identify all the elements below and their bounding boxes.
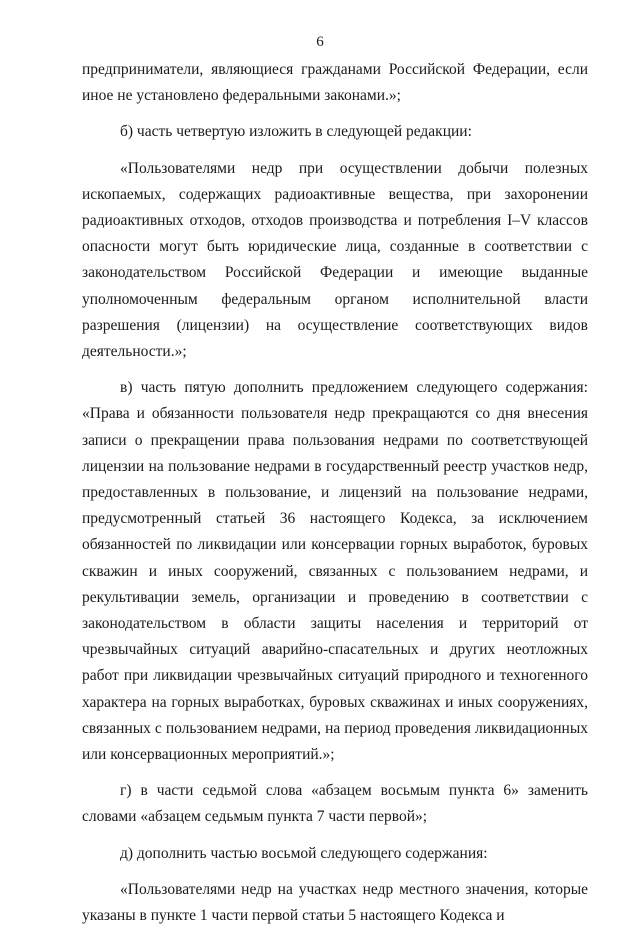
page-number: 6 — [316, 34, 324, 50]
paragraph-item-g: г) в части седьмой слова «абзацем восьмым пункта 6» заменить словами «абзацем седьмым пункта 7 части первой»; — [82, 782, 588, 826]
paragraph-item-d: д) дополнить частью восьмой следующего содержания: — [120, 844, 488, 862]
paragraph-quote-part-four: «Пользователями недр при осуществлении добычи полезных ископаемых, содержащих радиоактивные вещества, при захоронении радиоактивных отходов, отходов производства и потребления I–V классов опасности могут быть юридические лица, созданные в соответствии с законодательством Российской Федерации и имеющие выданные уполномоченным федеральным органом исполнительной власти разрешения (лицензии) на осуществление соответствующих видов деятельности.»; — [82, 159, 588, 361]
paragraph-item-v: в) часть пятую дополнить предложением следующего содержания: «Права и обязанности пользователя недр прекращаются со дня внесения записи о прекращении права пользования недрами по соответствующей лицензии на пользование недрами в государственный реестр участков недр, предоставленных в пользование, и лицензий на пользование недрами, предусмотренный статьей 36 настоящего Кодекса, за исключением обязанностей по ликвидации или консервации горных выработок, буровых скважин и иных сооружений, связанных с пользованием недрами, и рекультивации земель, организации и проведению в соответствии с законодательством в области защиты населения и территорий от чрезвычайных ситуаций аварийно-спасательных и других неотложных работ при ликвидации чрезвычайных ситуаций природного и техногенного характера на горных выработках, буровых скважинах и иных сооружениях, связанных с пользованием недрами, на период проведения ликвидационных или консервационных мероприятий.»; — [82, 379, 588, 764]
paragraph-quote-part-eight: «Пользователями недр на участках недр местного значения, которые указаны в пункте 1 части первой статьи 5 настоящего Кодекса и — [82, 880, 588, 925]
document-body — [82, 57, 588, 929]
paragraph-item-b: б) часть четвертую изложить в следующей редакции: — [120, 123, 472, 141]
paragraph-continuation: предприниматели, являющиеся гражданами Российской Федерации, если иное не установлено федеральными законами.»; — [82, 61, 588, 105]
